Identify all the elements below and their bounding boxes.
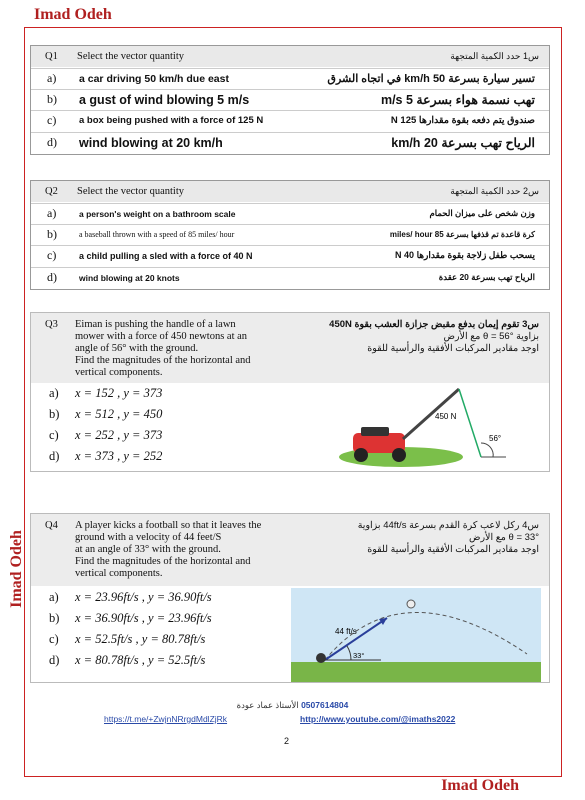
option-text-ar: كرة قاعدة تم قذفها بسرعة 85 miles/ hour [389, 230, 535, 239]
question-line: angle of 56° with the ground. [75, 343, 199, 354]
question-line-ar: اوجد مقادير المركبات الأفقية والرأسية للقوة [367, 343, 539, 354]
option-c[interactable] [31, 245, 549, 265]
question-line-ar: بزاوية θ = 56° مع الأرض [443, 331, 539, 342]
option-text: wind blowing at 20 km/h [79, 135, 223, 150]
option-d[interactable] [49, 449, 162, 464]
question-line: mower with a force of 450 newtons at an [75, 331, 248, 342]
question-line: Eiman is pushing the handle of a lawn [75, 319, 236, 330]
question-3 [30, 312, 550, 472]
option-a[interactable] [31, 203, 549, 223]
option-label: b) [49, 407, 60, 421]
question-number: Q1 [45, 51, 58, 62]
option-text: x = 80.78ft/s , y = 52.5ft/s [75, 653, 206, 667]
grass [291, 662, 541, 682]
lawn-mower-figure [331, 383, 521, 471]
angle-label: 56° [489, 434, 502, 443]
option-label: c) [47, 248, 57, 262]
mower-wheel [392, 448, 406, 462]
option-text-ar: يسحب طفل زلاجة بقوة مقدارها 40 N [395, 250, 535, 260]
option-text: a car driving 50 km/h due east [79, 72, 229, 85]
option-label: d) [49, 653, 60, 667]
question-line: vertical components. [75, 568, 163, 579]
question-text [75, 319, 251, 379]
question-1-header [31, 46, 549, 67]
option-text: x = 252 , y = 373 [75, 428, 163, 442]
question-line: Find the magnitudes of the horizontal and [75, 355, 251, 366]
option-label: b) [49, 611, 60, 625]
page-number: 2 [284, 736, 290, 746]
option-text: a gust of wind blowing 5 m/s [79, 92, 250, 107]
option-c[interactable] [49, 428, 162, 443]
question-line: ground with a velocity of 44 feet/S [75, 532, 222, 543]
speed-label: 44 ft/s [335, 627, 357, 636]
question-line: at an angle of 33° with the ground. [75, 544, 221, 555]
question-line: Find the magnitudes of the horizontal and [75, 556, 251, 567]
option-text: wind blowing at 20 knots [79, 272, 180, 283]
brand-top: Imad Odeh [34, 6, 112, 23]
option-text: a child pulling a sled with a force of 40 N [79, 250, 253, 261]
option-text-ar: صندوق يتم دفعه بقوة مقدارها 125 N [390, 115, 535, 126]
brand-bottom: Imad Odeh [441, 777, 519, 794]
option-text: x = 512 , y = 450 [75, 407, 163, 421]
question-line-ar: θ = 33° مع الأرض [468, 532, 539, 543]
option-text-ar: وزن شخص على ميزان الحمام [429, 208, 535, 218]
option-text: x = 152 , y = 373 [75, 386, 163, 400]
option-label: d) [47, 270, 57, 284]
footer-teacher [0, 700, 585, 711]
option-label: c) [49, 428, 59, 442]
option-label: a) [49, 590, 59, 604]
option-text-ar: تهب نسمة هواء بسرعة 5 m/s [380, 93, 535, 107]
option-text-ar: الرياح تهب بسرعة 20 km/h [391, 136, 535, 150]
option-text: a baseball thrown with a speed of 85 miles/ hour [79, 230, 235, 239]
option-text: x = 36.90ft/s , y = 23.96ft/s [75, 611, 212, 625]
option-label: c) [47, 113, 57, 127]
question-line-ar: اوجد مقادير المركبات الأفقية والرأسية للقوة [367, 544, 539, 555]
teacher-phone: 0507614804 [301, 700, 349, 710]
option-label: b) [47, 227, 57, 241]
option-d[interactable] [49, 653, 205, 668]
option-text: x = 373 , y = 252 [75, 449, 163, 463]
question-line: vertical components. [75, 367, 163, 378]
football-figure [291, 588, 541, 682]
mower-wheel [354, 448, 368, 462]
option-d[interactable] [31, 267, 549, 287]
question-number: Q3 [45, 319, 58, 330]
option-b[interactable] [31, 89, 549, 109]
question-title: Select the vector quantity [77, 186, 185, 197]
kicker-foot [316, 653, 326, 663]
option-b[interactable] [49, 407, 162, 422]
question-text [75, 520, 261, 580]
question-text-ar [299, 520, 539, 556]
force-label: 450 N [435, 412, 457, 421]
option-d[interactable] [31, 132, 549, 152]
option-c[interactable] [49, 632, 205, 647]
question-text-ar [299, 319, 539, 355]
option-label: d) [49, 449, 60, 463]
force-vector [459, 389, 481, 457]
football [407, 600, 415, 608]
question-title-ar: س1 حدد الكمية المتجهة [450, 51, 539, 61]
option-text: a box being pushed with a force of 125 N [79, 115, 264, 126]
option-label: a) [47, 206, 57, 220]
angle-label: 33° [353, 651, 365, 660]
option-text-ar: الرياح تهب بسرعة 20 عقدة [438, 272, 535, 282]
mower-engine [361, 427, 389, 436]
question-number: Q2 [45, 186, 58, 197]
question-4 [30, 513, 550, 683]
question-2-header [31, 181, 549, 202]
question-1 [30, 45, 550, 155]
option-a[interactable] [31, 68, 549, 88]
option-text: a person's weight on a bathroom scale [79, 208, 236, 219]
question-line-ar: س4 ركل لاعب كرة القدم بسرعة 44ft/s بزاوية [357, 520, 539, 531]
question-2 [30, 180, 550, 290]
question-line-ar: س3 تقوم إيمان بدفع مقبض جزازة العشب بقوة 450N [329, 319, 539, 330]
option-label: a) [47, 71, 57, 85]
option-text-ar: تسير سيارة بسرعة 50 km/h في اتجاه الشرق [327, 73, 535, 85]
question-title: Select the vector quantity [77, 51, 185, 62]
brand-side: Imad Odeh [7, 530, 25, 608]
option-a[interactable] [49, 386, 162, 401]
option-c[interactable] [31, 110, 549, 130]
option-label: c) [49, 632, 59, 646]
option-a[interactable] [49, 590, 212, 605]
angle-arc [481, 443, 493, 457]
option-text: x = 52.5ft/s , y = 80.78ft/s [75, 632, 206, 646]
youtube-link[interactable]: http://www.youtube.com/@imaths2022 [300, 714, 456, 724]
option-b[interactable] [49, 611, 212, 626]
teacher-name: الأستاذ عماد عودة [236, 700, 299, 710]
option-b[interactable] [31, 224, 549, 244]
question-number: Q4 [45, 520, 58, 531]
telegram-link[interactable]: https://t.me/+ZwjnNRrgdMdlZjRk [104, 714, 228, 724]
option-label: d) [47, 135, 57, 149]
question-title-ar: س2 حدد الكمية المتجهة [450, 186, 539, 196]
question-line: A player kicks a football so that it leaves the [75, 520, 262, 531]
option-label: a) [49, 386, 59, 400]
option-text: x = 23.96ft/s , y = 36.90ft/s [75, 590, 212, 604]
option-label: b) [47, 92, 57, 106]
